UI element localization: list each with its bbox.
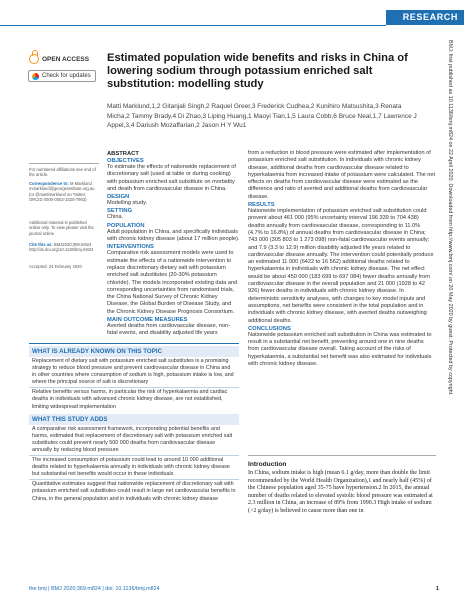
design-text: Modelling study. bbox=[107, 200, 148, 207]
copyright-text[interactable]: BMJ: first published as 10.1136/bmj.m824 on 22 April 2020. Downloaded from http://www.bmj.com/ on 20 May 2020 by guest. Protected by copyright. bbox=[447, 40, 453, 396]
setting-heading: SETTING bbox=[107, 208, 133, 215]
check-updates-label: Check for updates bbox=[42, 73, 91, 79]
interventions-heading: INTERVENTIONS bbox=[107, 244, 154, 251]
population-heading: POPULATION bbox=[107, 222, 145, 229]
correspondence-label: Correspondence to: bbox=[29, 181, 69, 186]
known-item: Relative benefits versus harms, in particular the risk of hyperkalaemia and cardiac deaths in individuals with advanced chronic kidney disease, are not established, limiting widespread implementation bbox=[29, 387, 239, 411]
crossmark-icon bbox=[32, 73, 39, 80]
abstract-continued-text: from a reduction in blood pressure were estimated after implementation of potassium enriched salt substitution. In individuals with chronic kidney disease, additional deaths from cardiovascular disease related to hyperkalaemia from increased intake of potassium were calculated. The net effects on deaths from cardiovascular disease were estimated as the difference and ratio of averted and additional deaths from cardiovascular disease. bbox=[248, 150, 436, 200]
page-number: 1 bbox=[436, 586, 439, 592]
results-text: Nationwide implementation of potassium enriched salt substitution could prevent about 461 000 (95% uncertainty interval 196 339 to 704 438) deaths annually from cardiovascular disease, corresponding to 11.0% (4.7% to 16.8%) of annual deaths from cardiovascular disease in China; 743 000 (305 803 to 1 273 098) non-fatal cardiovascular events annually; and 7.9 (3.3 to 12.9) million disability adjusted life years related to cardiovascular disease annually. The intervention could potentially produce an estimated 11 000 (6422 to 16 562) additional deaths related to hyperkalaemia in individuals with chronic kidney disease. The net effect would be about 450 000 (183 699 to 697 084) fewer deaths annually from cardiovascular disease in the overall population and 21 000 (1928 to 42 926) fewer deaths in individuals with chronic kidney disease. In deterministic sensitivity analyses, with changes to key model inputs and assumptions, net benefits were consistent in the total population and in individuals with chronic kidney disease, with averted deaths outweighing additional deaths. bbox=[248, 208, 434, 324]
supplementary-note: Additional material is published online only. To view please visit the journal online. bbox=[29, 220, 94, 236]
citation-text[interactable]: BMJ2020;369:m824 http://dx.doi.org/10.1136/bmj.m824 bbox=[29, 242, 94, 253]
intro-rule bbox=[248, 455, 436, 456]
adds-item: The increased consumption of potassium could lead to around 10 000 additional deaths related to hyperkalaemia annually in individuals with chronic kidney disease but substantial net benefits would occur in these individuals bbox=[29, 455, 239, 479]
design-heading: DESIGN bbox=[107, 194, 130, 201]
adds-heading: WHAT THIS STUDY ADDS bbox=[29, 414, 239, 425]
population-text: Adult population in China, and specifically individuals with chronic kidney disease (about 17 million people). bbox=[107, 228, 240, 243]
known-item: Replacement of dietary salt with potassium enriched salt substitutes is a promising strategy to reduce blood pressure and prevent cardiovascular disease in China and in other countries where consumption of sodium is high, potassium intake is low, and where the principal source of salt is discretionary bbox=[32, 358, 234, 386]
accepted-date: Accepted: 24 February 2020 bbox=[29, 264, 82, 269]
known-heading: WHAT IS ALREADY KNOWN ON THIS TOPIC bbox=[29, 346, 239, 357]
vertical-copyright-strip bbox=[442, 40, 454, 585]
article-title: Estimated population wide benefits and risks in China of lowering sodium through potassium enriched salt substitution: modelling study bbox=[107, 52, 408, 90]
section-label: RESEARCH bbox=[386, 10, 464, 25]
page-footer bbox=[29, 586, 439, 592]
abstract-column-1 bbox=[107, 150, 240, 339]
header-rule bbox=[0, 25, 386, 26]
interventions-text: Comparative risk assessment models were used to estimate the effects of a nationwide intervention to replace discretionary dietary salt with potassium enriched salt substitutes (20-30% potassium chloride). The models incorporated existing data and corresponding uncertainties from randomised trials, the China National Survey of Chronic Kidney Disease, the Global Burden of Disease Study, and the Chronic Kidney Disease Prognosis Consortium. bbox=[107, 250, 238, 315]
introduction-section bbox=[248, 461, 436, 516]
abstract-column-2 bbox=[248, 150, 436, 369]
citation bbox=[29, 242, 97, 253]
conclusions-heading: CONCLUSIONS bbox=[248, 325, 291, 332]
citation-label: Cite this as: bbox=[29, 242, 53, 247]
open-access-label: OPEN ACCESS bbox=[42, 55, 90, 63]
conclusions-text: Nationwide potassium enriched salt substitution in China was estimated to result in a substantial net benefit, preventing around one in nine deaths from cardiovascular disease overall. Taking account of the risks of hyperkalaemia, a substantial net benefit was also estimated for individuals with chronic kidney disease. bbox=[248, 331, 432, 368]
open-access-badge[interactable] bbox=[29, 54, 89, 64]
setting-text: China. bbox=[107, 214, 124, 221]
journal-header bbox=[0, 0, 464, 27]
affiliations-note: For numbered affiliations see end of the article. bbox=[29, 167, 96, 178]
open-lock-icon bbox=[29, 54, 39, 64]
author-list: Matti Marklund,1,2 Gitanjali Singh,2 Raquel Greer,3 Frederick Cudhea,2 Kunihiro Matsushita,3 Renata Micha,2 Tammy Brady,4 Di Zhao,3 Liping Huang,1 Maoyi Tian,1,5 Laura Cobb,6 Bruce Neal,1,7 Lawrence J Appel,3,4 Dariush Mozaffarian,2 Jason H Y Wu1 bbox=[107, 103, 417, 129]
introduction-heading: Introduction bbox=[248, 461, 287, 468]
adds-item: A comparative risk assessment framework, incorporating potential benefits and harms, estimated that replacement of discretionary salt with potassium enriched salt substitutes could prevent nearly 500 000 deaths from cardiovascular disease annually by reducing blood pressure bbox=[32, 425, 233, 453]
introduction-text: In China, sodium intake is high (mean 6.1 g/day, more than double the limit recommended by the World Health Organization),1 and nearly half (45%) of the Chinese population aged 35-75 have hypertension.2 In 2015, the annual number of deaths related to elevated systolic blood pressure was estimated at 2.3 million in China, an increase of 89% from 1990.3 High intake of sodium (>2 g/day) is believed to cause more than one in bbox=[248, 470, 433, 514]
correspondence bbox=[29, 181, 97, 203]
abstract-heading: ABSTRACT bbox=[107, 151, 139, 157]
results-heading: RESULTS bbox=[248, 202, 275, 209]
correspondence-text[interactable]: M Marklund mmarklund@georgeinstitute.org.au (or @mattimarklund on Twitter; ORCID 0000-0002-3320-7963) bbox=[29, 181, 95, 203]
sidebar-rule bbox=[29, 163, 99, 164]
objectives-text: To estimate the effects of nationwide replacement of discretionary salt (used at table or during cooking) with potassium enriched salt substitute on morbidity and death from cardiovascular disease in China. bbox=[107, 164, 236, 192]
outcomes-heading: MAIN OUTCOME MEASURES bbox=[107, 317, 188, 324]
check-updates-button[interactable] bbox=[28, 70, 96, 82]
objectives-heading: OBJECTIVES bbox=[107, 158, 144, 164]
outcomes-text: Averted deaths from cardiovascular disease, non-fatal events, and disability adjusted life years bbox=[107, 323, 231, 337]
adds-item: Quantitative estimates suggest that nationwide replacement of discretionary salt with potassium enriched salt substitutes could result in large net cardiovascular benefits in China, in the general population and in individuals with chronic kidney disease bbox=[29, 479, 239, 503]
footer-citation: the bmj | BMJ 2020;369:m824 | doi: 10.1136/bmj.m824 bbox=[29, 586, 160, 592]
summary-box bbox=[29, 343, 239, 578]
